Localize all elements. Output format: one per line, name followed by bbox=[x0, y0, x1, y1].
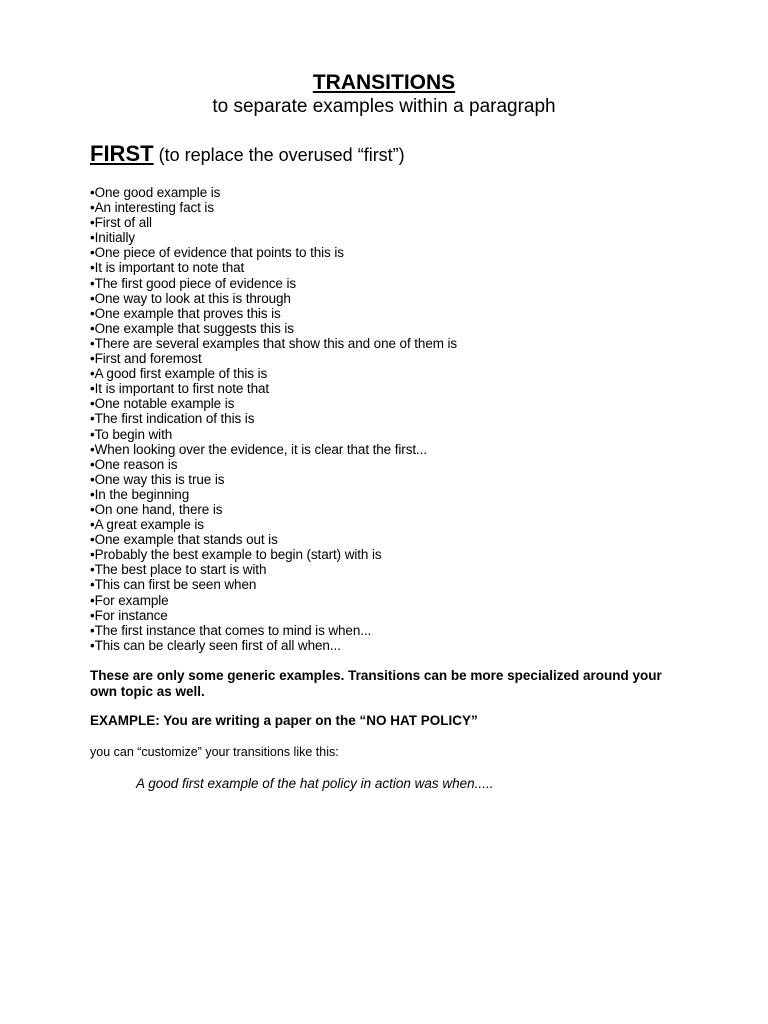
section-heading bbox=[90, 141, 405, 168]
transition-list-item: •A great example is bbox=[90, 517, 204, 533]
transition-list-item: •There are several examples that show this and one of them is bbox=[90, 335, 458, 351]
transition-list-item: •Initially bbox=[90, 230, 135, 246]
section-heading-note: (to replace the overused “first”) bbox=[158, 145, 405, 165]
transition-list-item: •It is important to first note that bbox=[90, 381, 270, 397]
transition-list-item: •An interesting fact is bbox=[90, 200, 214, 216]
transition-list-item: •One example that proves this is bbox=[90, 305, 281, 321]
transition-list-item: •One reason is bbox=[90, 456, 178, 472]
transition-list-item: •A good first example of this is bbox=[90, 366, 268, 382]
transition-list-item: •The first good piece of evidence is bbox=[90, 275, 296, 291]
example-heading: EXAMPLE: You are writing a paper on the “NO HAT POLICY” bbox=[90, 713, 478, 728]
customize-instruction: you can “customize” your transitions like this: bbox=[90, 745, 339, 759]
transition-list-item: •To begin with bbox=[90, 426, 173, 442]
transition-list-item: •It is important to note that bbox=[90, 260, 245, 276]
transition-list-item: •First and foremost bbox=[90, 351, 202, 367]
transition-list-item: •For example bbox=[90, 592, 169, 608]
transition-list-item: •One way to look at this is through bbox=[90, 290, 291, 306]
document-title: TRANSITIONS bbox=[312, 71, 456, 94]
transition-list bbox=[90, 185, 457, 653]
transition-list-item: •First of all bbox=[90, 215, 152, 231]
transition-list-item: •This can first be seen when bbox=[90, 577, 257, 593]
section-heading-word: FIRST bbox=[90, 141, 154, 166]
generic-examples-note: These are only some generic examples. Transitions can be more specialized around your own topic as well. bbox=[90, 668, 662, 699]
transition-list-item: •One notable example is bbox=[90, 396, 235, 412]
transition-list-item: •One example that stands out is bbox=[90, 532, 278, 548]
transition-list-item: •For instance bbox=[90, 607, 168, 623]
transition-list-item: •The first instance that comes to mind is when... bbox=[90, 622, 372, 638]
transition-list-item: •In the beginning bbox=[90, 486, 190, 502]
transition-list-item: •Probably the best example to begin (start) with is bbox=[90, 547, 382, 563]
transition-list-item: •The first indication of this is bbox=[90, 411, 255, 427]
transition-list-item: •On one hand, there is bbox=[90, 501, 223, 517]
transition-list-item: •The best place to start is with bbox=[90, 562, 267, 578]
transition-list-item: •One piece of evidence that points to this is bbox=[90, 245, 344, 261]
transition-list-item: •One way this is true is bbox=[90, 471, 225, 487]
sample-sentence: A good first example of the hat policy in action was when..... bbox=[136, 776, 494, 791]
document-subtitle: to separate examples within a paragraph bbox=[212, 96, 556, 117]
transition-list-item: •This can be clearly seen first of all when... bbox=[90, 637, 341, 653]
transition-list-item: •When looking over the evidence, it is clear that the first... bbox=[90, 441, 427, 457]
transition-list-item: •One good example is bbox=[90, 185, 221, 200]
transition-list-item: •One example that suggests this is bbox=[90, 320, 294, 336]
